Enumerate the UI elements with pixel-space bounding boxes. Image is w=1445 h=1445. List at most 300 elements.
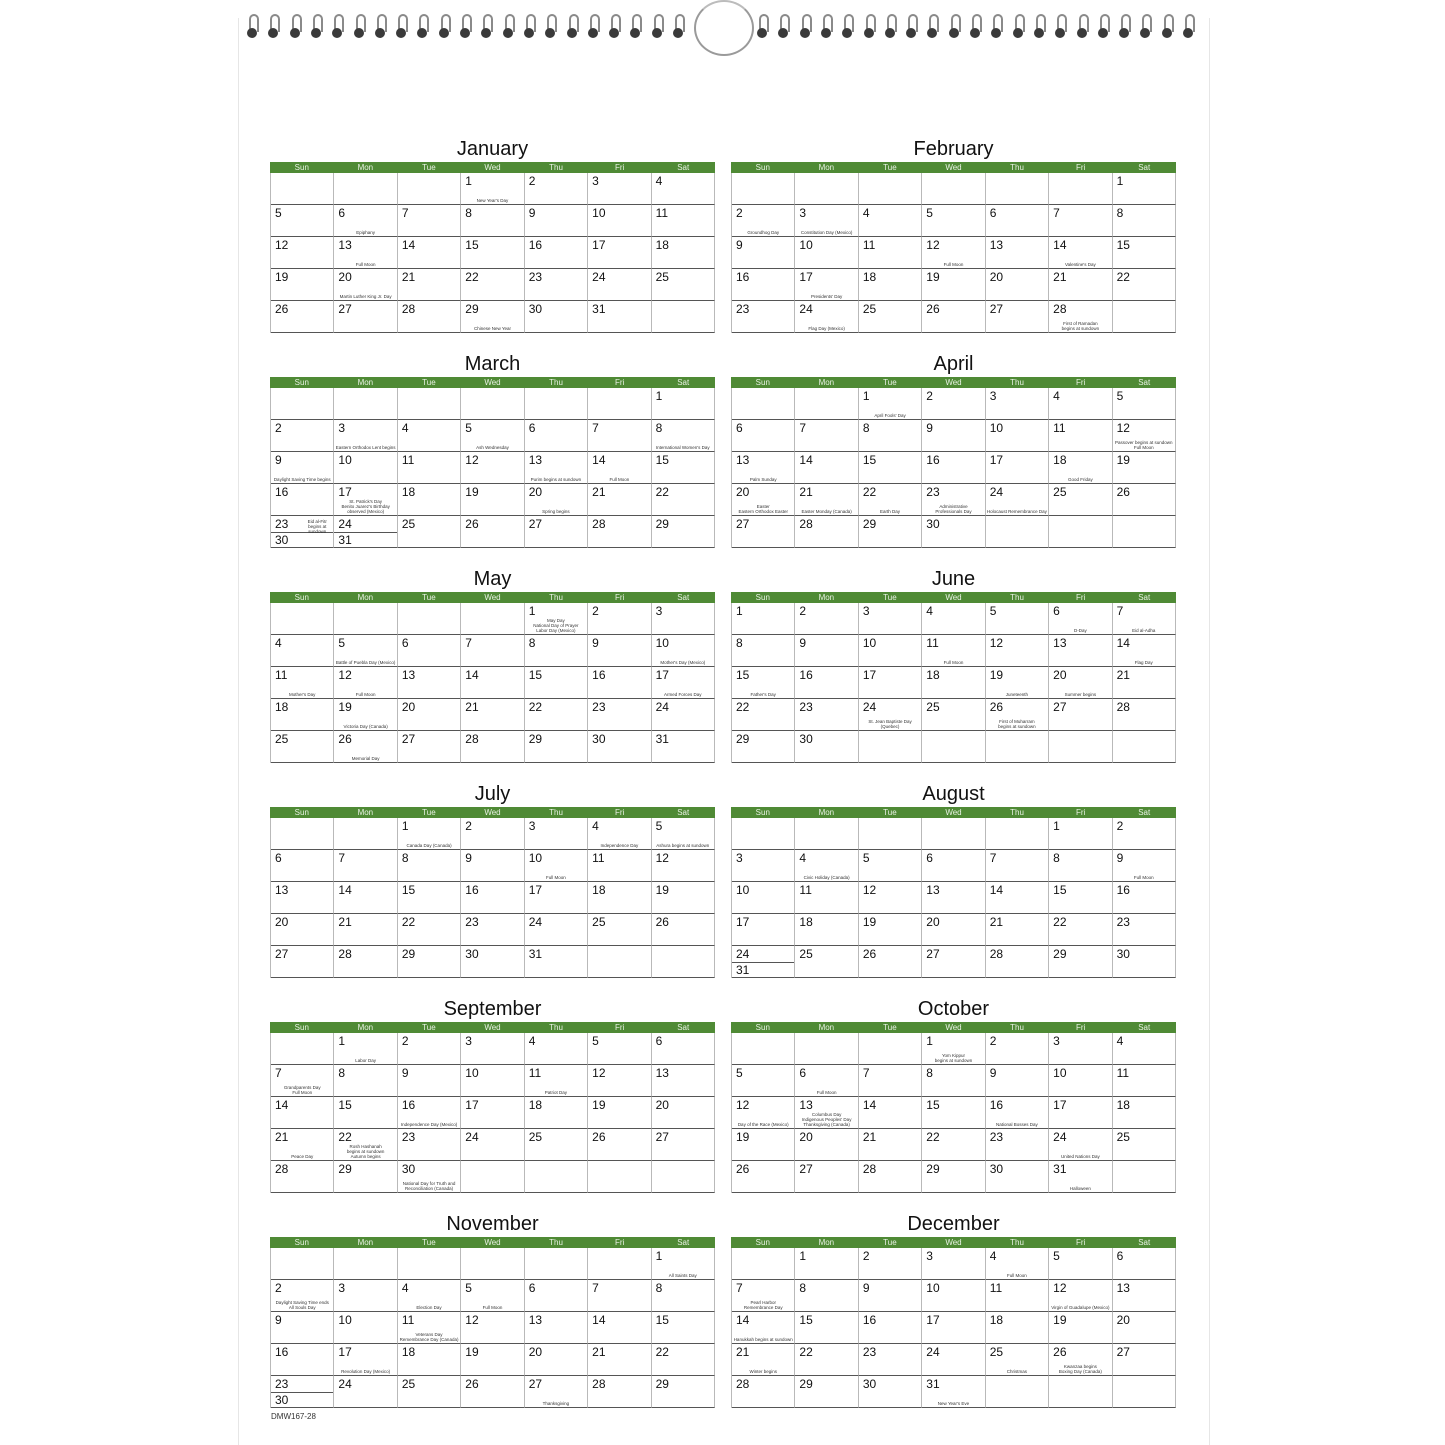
day-cell[interactable] [652,452,715,484]
day-cell[interactable] [461,484,524,516]
day-cell[interactable] [922,603,985,635]
day-cell[interactable] [334,914,397,946]
day-cell[interactable] [795,237,858,269]
day-cell[interactable] [732,1097,795,1129]
day-cell[interactable] [334,1161,397,1193]
day-cell[interactable] [334,452,397,484]
day-cell[interactable] [1049,1161,1112,1193]
day-cell[interactable] [986,882,1049,914]
day-cell[interactable] [1113,818,1176,850]
day-cell[interactable] [525,635,588,667]
day-cell[interactable] [986,1129,1049,1161]
day-cell[interactable] [461,1065,524,1097]
day-cell[interactable] [986,914,1049,946]
day-cell[interactable] [334,731,397,763]
day-cell[interactable] [1049,388,1112,420]
day-cell[interactable] [732,635,795,667]
day-cell[interactable] [1049,420,1112,452]
day-cell[interactable] [922,667,985,699]
day-cell[interactable] [271,1129,334,1161]
day-cell[interactable] [652,388,715,420]
day-cell[interactable] [588,1312,651,1344]
day-cell[interactable] [525,1129,588,1161]
day-cell[interactable] [461,882,524,914]
day-cell[interactable] [525,173,588,205]
day-cell[interactable] [588,237,651,269]
day-cell[interactable] [271,667,334,699]
day-cell[interactable] [334,1033,397,1065]
day-cell[interactable] [461,914,524,946]
day-cell[interactable] [461,1033,524,1065]
day-cell[interactable] [1113,1129,1176,1161]
day-cell[interactable] [652,484,715,516]
day-cell[interactable] [859,882,922,914]
day-cell[interactable] [1049,484,1112,516]
day-cell[interactable] [398,850,461,882]
day-cell[interactable] [652,667,715,699]
day-cell[interactable] [795,699,858,731]
day-cell[interactable] [732,699,795,731]
day-cell[interactable] [922,420,985,452]
day-cell[interactable] [398,1097,461,1129]
day-cell[interactable] [922,516,985,548]
day-cell[interactable] [859,699,922,731]
day-cell[interactable] [652,420,715,452]
day-cell[interactable] [334,699,397,731]
day-cell[interactable] [334,484,397,516]
day-cell[interactable] [859,603,922,635]
day-cell[interactable] [334,1129,397,1161]
day-cell[interactable] [1049,301,1112,333]
day-cell[interactable] [461,850,524,882]
day-cell[interactable] [461,731,524,763]
day-cell[interactable] [859,1129,922,1161]
day-cell[interactable] [922,1129,985,1161]
day-cell[interactable] [795,1097,858,1129]
day-cell[interactable] [795,484,858,516]
day-cell[interactable] [398,516,461,548]
day-cell[interactable] [732,1376,795,1408]
day-cell[interactable] [334,516,397,548]
day-cell[interactable] [334,1376,397,1408]
day-cell[interactable] [986,452,1049,484]
day-cell[interactable] [271,946,334,978]
day-cell[interactable] [732,484,795,516]
day-cell[interactable] [732,882,795,914]
day-cell[interactable] [986,1280,1049,1312]
day-cell[interactable] [652,1376,715,1408]
day-cell[interactable] [588,603,651,635]
day-cell[interactable] [588,1097,651,1129]
day-cell[interactable] [652,1248,715,1280]
day-cell[interactable] [588,420,651,452]
day-cell[interactable] [525,205,588,237]
day-cell[interactable] [1049,603,1112,635]
day-cell[interactable] [986,635,1049,667]
day-cell[interactable] [461,205,524,237]
day-cell[interactable] [525,850,588,882]
day-cell[interactable] [652,818,715,850]
day-cell[interactable] [461,1280,524,1312]
day-cell[interactable] [461,1129,524,1161]
day-cell[interactable] [986,1033,1049,1065]
day-cell[interactable] [1113,914,1176,946]
day-cell[interactable] [588,484,651,516]
day-cell[interactable] [398,635,461,667]
day-cell[interactable] [398,452,461,484]
day-cell[interactable] [271,237,334,269]
day-cell[interactable] [1113,635,1176,667]
day-cell[interactable] [525,1280,588,1312]
day-cell[interactable] [588,301,651,333]
day-cell[interactable] [732,1065,795,1097]
day-cell[interactable] [922,484,985,516]
day-cell[interactable] [334,635,397,667]
day-cell[interactable] [461,173,524,205]
day-cell[interactable] [334,1065,397,1097]
day-cell[interactable] [859,1065,922,1097]
day-cell[interactable] [1113,205,1176,237]
day-cell[interactable] [732,1344,795,1376]
day-cell[interactable] [398,484,461,516]
day-cell[interactable] [986,850,1049,882]
day-cell[interactable] [271,301,334,333]
day-cell[interactable] [652,205,715,237]
day-cell[interactable] [271,914,334,946]
day-cell[interactable] [986,1312,1049,1344]
day-cell[interactable] [795,882,858,914]
day-cell[interactable] [986,1344,1049,1376]
day-cell[interactable] [588,914,651,946]
day-cell[interactable] [398,731,461,763]
day-cell[interactable] [922,388,985,420]
day-cell[interactable] [1113,1033,1176,1065]
day-cell[interactable] [525,1033,588,1065]
day-cell[interactable] [1049,452,1112,484]
day-cell[interactable] [271,699,334,731]
day-cell[interactable] [1113,173,1176,205]
day-cell[interactable] [922,1097,985,1129]
day-cell[interactable] [271,1280,334,1312]
day-cell[interactable] [732,269,795,301]
day-cell[interactable] [986,699,1049,731]
day-cell[interactable] [859,635,922,667]
day-cell[interactable] [795,420,858,452]
day-cell[interactable] [588,452,651,484]
day-cell[interactable] [732,1129,795,1161]
day-cell[interactable] [588,1280,651,1312]
day-cell[interactable] [334,1344,397,1376]
day-cell[interactable] [398,1161,461,1193]
day-cell[interactable] [732,603,795,635]
day-cell[interactable] [334,1097,397,1129]
day-cell[interactable] [398,914,461,946]
day-cell[interactable] [1049,818,1112,850]
day-cell[interactable] [271,882,334,914]
day-cell[interactable] [271,452,334,484]
day-cell[interactable] [652,699,715,731]
day-cell[interactable] [398,1344,461,1376]
day-cell[interactable] [1113,452,1176,484]
day-cell[interactable] [334,301,397,333]
day-cell[interactable] [334,667,397,699]
day-cell[interactable] [859,850,922,882]
day-cell[interactable] [732,237,795,269]
day-cell[interactable] [795,850,858,882]
day-cell[interactable] [652,1129,715,1161]
day-cell[interactable] [1113,484,1176,516]
day-cell[interactable] [525,237,588,269]
day-cell[interactable] [525,699,588,731]
day-cell[interactable] [398,269,461,301]
day-cell[interactable] [1049,667,1112,699]
day-cell[interactable] [271,635,334,667]
day-cell[interactable] [652,269,715,301]
day-cell[interactable] [588,1065,651,1097]
day-cell[interactable] [1049,635,1112,667]
day-cell[interactable] [986,946,1049,978]
day-cell[interactable] [986,205,1049,237]
day-cell[interactable] [588,635,651,667]
day-cell[interactable] [795,635,858,667]
day-cell[interactable] [461,301,524,333]
day-cell[interactable] [461,1344,524,1376]
day-cell[interactable] [859,914,922,946]
day-cell[interactable] [271,1161,334,1193]
day-cell[interactable] [588,731,651,763]
day-cell[interactable] [398,1312,461,1344]
day-cell[interactable] [1113,269,1176,301]
day-cell[interactable] [859,484,922,516]
day-cell[interactable] [1049,699,1112,731]
day-cell[interactable] [922,914,985,946]
day-cell[interactable] [461,1312,524,1344]
day-cell[interactable] [1113,699,1176,731]
day-cell[interactable] [398,205,461,237]
day-cell[interactable] [461,516,524,548]
day-cell[interactable] [652,516,715,548]
day-cell[interactable] [795,1312,858,1344]
day-cell[interactable] [922,205,985,237]
day-cell[interactable] [1113,667,1176,699]
day-cell[interactable] [922,1312,985,1344]
day-cell[interactable] [859,1312,922,1344]
day-cell[interactable] [588,882,651,914]
day-cell[interactable] [525,1065,588,1097]
day-cell[interactable] [461,269,524,301]
day-cell[interactable] [398,1065,461,1097]
day-cell[interactable] [588,1033,651,1065]
day-cell[interactable] [525,516,588,548]
day-cell[interactable] [732,1161,795,1193]
day-cell[interactable] [525,818,588,850]
day-cell[interactable] [732,731,795,763]
day-cell[interactable] [652,1097,715,1129]
day-cell[interactable] [652,914,715,946]
day-cell[interactable] [1113,1248,1176,1280]
day-cell[interactable] [795,946,858,978]
day-cell[interactable] [1113,1344,1176,1376]
day-cell[interactable] [525,1344,588,1376]
day-cell[interactable] [271,516,334,548]
day-cell[interactable] [732,1312,795,1344]
day-cell[interactable] [1049,1248,1112,1280]
day-cell[interactable] [732,850,795,882]
day-cell[interactable] [859,946,922,978]
day-cell[interactable] [398,667,461,699]
day-cell[interactable] [1049,1065,1112,1097]
day-cell[interactable] [986,1065,1049,1097]
day-cell[interactable] [922,1161,985,1193]
day-cell[interactable] [398,1280,461,1312]
day-cell[interactable] [525,452,588,484]
day-cell[interactable] [271,1065,334,1097]
day-cell[interactable] [795,1344,858,1376]
day-cell[interactable] [986,484,1049,516]
day-cell[interactable] [461,1376,524,1408]
day-cell[interactable] [795,1376,858,1408]
day-cell[interactable] [732,452,795,484]
day-cell[interactable] [398,420,461,452]
day-cell[interactable] [652,635,715,667]
day-cell[interactable] [525,269,588,301]
day-cell[interactable] [525,1097,588,1129]
day-cell[interactable] [525,603,588,635]
day-cell[interactable] [795,1129,858,1161]
day-cell[interactable] [1113,237,1176,269]
day-cell[interactable] [652,731,715,763]
day-cell[interactable] [461,667,524,699]
day-cell[interactable] [271,850,334,882]
day-cell[interactable] [1113,850,1176,882]
day-cell[interactable] [588,205,651,237]
day-cell[interactable] [1049,914,1112,946]
day-cell[interactable] [732,420,795,452]
day-cell[interactable] [398,1033,461,1065]
day-cell[interactable] [652,237,715,269]
day-cell[interactable] [922,1248,985,1280]
day-cell[interactable] [588,269,651,301]
day-cell[interactable] [859,1344,922,1376]
day-cell[interactable] [334,269,397,301]
day-cell[interactable] [271,420,334,452]
day-cell[interactable] [732,667,795,699]
day-cell[interactable] [922,1280,985,1312]
day-cell[interactable] [525,731,588,763]
day-cell[interactable] [986,1161,1049,1193]
day-cell[interactable] [732,516,795,548]
day-cell[interactable] [588,850,651,882]
day-cell[interactable] [398,699,461,731]
day-cell[interactable] [922,1344,985,1376]
day-cell[interactable] [859,1376,922,1408]
day-cell[interactable] [271,731,334,763]
day-cell[interactable] [1049,205,1112,237]
day-cell[interactable] [588,1344,651,1376]
day-cell[interactable] [795,205,858,237]
day-cell[interactable] [525,1312,588,1344]
day-cell[interactable] [652,1344,715,1376]
day-cell[interactable] [525,1376,588,1408]
day-cell[interactable] [588,1129,651,1161]
day-cell[interactable] [461,452,524,484]
day-cell[interactable] [461,699,524,731]
day-cell[interactable] [334,205,397,237]
day-cell[interactable] [795,516,858,548]
day-cell[interactable] [1049,1344,1112,1376]
day-cell[interactable] [588,818,651,850]
day-cell[interactable] [986,269,1049,301]
day-cell[interactable] [795,1065,858,1097]
day-cell[interactable] [588,173,651,205]
day-cell[interactable] [271,1344,334,1376]
day-cell[interactable] [1049,946,1112,978]
day-cell[interactable] [859,388,922,420]
day-cell[interactable] [1113,603,1176,635]
day-cell[interactable] [588,699,651,731]
day-cell[interactable] [732,1280,795,1312]
day-cell[interactable] [922,850,985,882]
day-cell[interactable] [922,635,985,667]
day-cell[interactable] [922,882,985,914]
day-cell[interactable] [334,882,397,914]
day-cell[interactable] [1113,420,1176,452]
day-cell[interactable] [922,699,985,731]
day-cell[interactable] [1113,1097,1176,1129]
day-cell[interactable] [922,1065,985,1097]
day-cell[interactable] [334,1280,397,1312]
day-cell[interactable] [795,1161,858,1193]
day-cell[interactable] [795,667,858,699]
day-cell[interactable] [398,1129,461,1161]
day-cell[interactable] [525,301,588,333]
day-cell[interactable] [1049,850,1112,882]
day-cell[interactable] [1049,1097,1112,1129]
day-cell[interactable] [795,269,858,301]
day-cell[interactable] [859,205,922,237]
day-cell[interactable] [859,301,922,333]
day-cell[interactable] [859,237,922,269]
day-cell[interactable] [271,1312,334,1344]
day-cell[interactable] [588,667,651,699]
day-cell[interactable] [652,1065,715,1097]
day-cell[interactable] [398,818,461,850]
day-cell[interactable] [461,635,524,667]
day-cell[interactable] [652,1033,715,1065]
day-cell[interactable] [795,914,858,946]
day-cell[interactable] [652,882,715,914]
day-cell[interactable] [652,603,715,635]
day-cell[interactable] [652,1312,715,1344]
day-cell[interactable] [795,1248,858,1280]
day-cell[interactable] [859,516,922,548]
day-cell[interactable] [922,269,985,301]
day-cell[interactable] [859,1248,922,1280]
day-cell[interactable] [525,420,588,452]
day-cell[interactable] [859,667,922,699]
day-cell[interactable] [1113,1280,1176,1312]
day-cell[interactable] [652,850,715,882]
day-cell[interactable] [922,301,985,333]
day-cell[interactable] [859,452,922,484]
day-cell[interactable] [922,452,985,484]
day-cell[interactable] [1049,237,1112,269]
day-cell[interactable] [461,237,524,269]
day-cell[interactable] [271,1097,334,1129]
day-cell[interactable] [334,1312,397,1344]
day-cell[interactable] [398,237,461,269]
day-cell[interactable] [859,1161,922,1193]
